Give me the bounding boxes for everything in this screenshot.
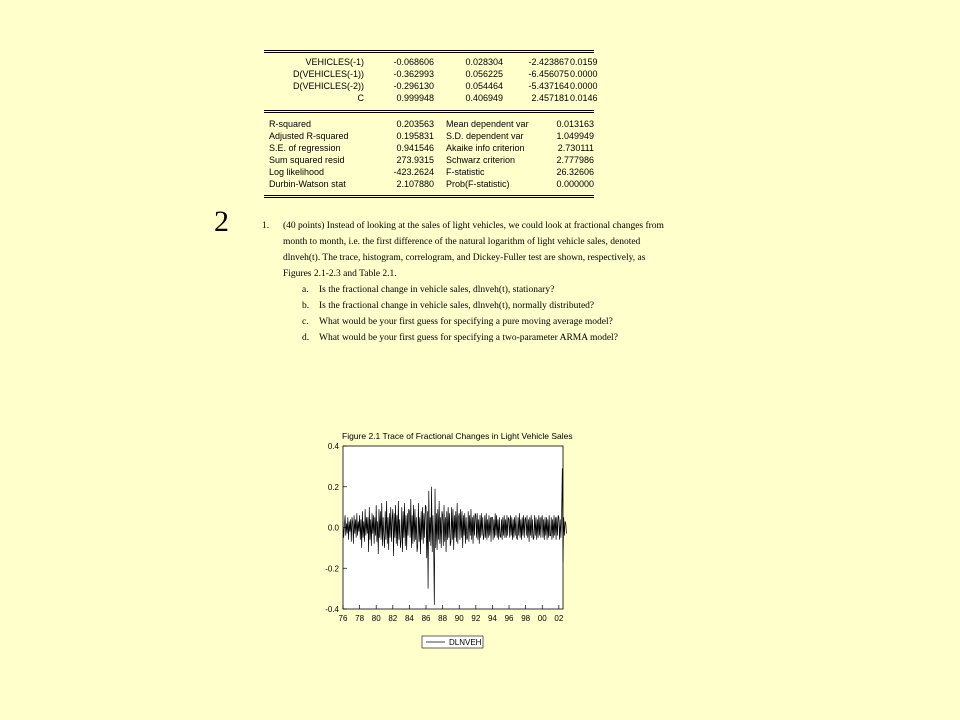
x-tick-label: 78 bbox=[355, 614, 365, 623]
se-value: 0.054464 bbox=[465, 81, 503, 91]
stat-label: Log likelihood bbox=[269, 167, 325, 177]
part-label: a. bbox=[302, 285, 309, 295]
question-line: (40 points) Instead of looking at the sales of light vehicles, we could look at fractional changes from bbox=[283, 221, 664, 231]
stat-label: S.E. of regression bbox=[269, 143, 341, 153]
stat-row bbox=[264, 166, 594, 178]
t-value: 2.457181 bbox=[531, 93, 569, 103]
t-value: -5.437164 bbox=[528, 81, 569, 91]
coef-value: 0.999948 bbox=[396, 93, 434, 103]
legend-label: DLNVEH bbox=[449, 638, 482, 647]
table-rule-bottom-double bbox=[264, 197, 594, 198]
t-value: -6.456075 bbox=[528, 69, 569, 79]
x-tick-label: 82 bbox=[388, 614, 398, 623]
trace-chart bbox=[310, 428, 610, 653]
variable-name: D(VEHICLES(-2)) bbox=[292, 81, 364, 91]
x-tick-label: 80 bbox=[371, 614, 381, 623]
x-tick-label: 92 bbox=[471, 614, 481, 623]
stat-label: Adjusted R-squared bbox=[269, 131, 349, 141]
stat-value: -423.2624 bbox=[393, 167, 434, 177]
stat-value: 0.195831 bbox=[396, 131, 434, 141]
part-text: Is the fractional change in vehicle sales, dlnveh(t), normally distributed? bbox=[319, 301, 595, 311]
x-tick-label: 02 bbox=[554, 614, 564, 623]
p-value: 0.0146 bbox=[570, 93, 598, 103]
stat-row bbox=[264, 178, 594, 190]
stat-value: 26.32606 bbox=[556, 167, 594, 177]
legend bbox=[422, 636, 483, 648]
table-rule-bottom bbox=[264, 195, 594, 196]
stat-value: 0.941546 bbox=[396, 143, 434, 153]
stat-label: Sum squared resid bbox=[269, 155, 345, 165]
question-line: Figures 2.1-2.3 and Table 2.1. bbox=[283, 269, 397, 279]
stat-label: S.D. dependent var bbox=[446, 131, 524, 141]
question-number: 1. bbox=[262, 221, 270, 231]
part-label: c. bbox=[302, 317, 309, 327]
y-tick-label: 0.4 bbox=[327, 442, 339, 451]
stat-row bbox=[264, 154, 594, 166]
stat-value: 0.000000 bbox=[556, 179, 594, 189]
x-tick-label: 86 bbox=[421, 614, 431, 623]
t-value: -2.423867 bbox=[528, 57, 569, 67]
coef-row bbox=[264, 68, 598, 80]
x-tick-label: 00 bbox=[537, 614, 547, 623]
question-line: month to month, i.e. the first difference of the natural logarithm of light vehicle sales, denoted bbox=[283, 237, 641, 247]
y-tick-label: 0.2 bbox=[327, 482, 339, 492]
part-text: What would be your first guess for specifying a two-parameter ARMA model? bbox=[319, 333, 618, 343]
p-value: 0.0000 bbox=[570, 81, 598, 91]
variable-name: VEHICLES(-1) bbox=[305, 57, 364, 67]
stat-row bbox=[264, 142, 594, 154]
variable-name: D(VEHICLES(-1)) bbox=[292, 69, 364, 79]
stat-label: R-squared bbox=[269, 119, 312, 129]
p-value: 0.0159 bbox=[570, 57, 598, 67]
stat-value: 1.049949 bbox=[556, 131, 594, 141]
slide-number: 2 bbox=[214, 205, 229, 238]
coef-row bbox=[264, 92, 598, 104]
y-tick-label: 0.0 bbox=[327, 523, 339, 533]
y-tick-label: -0.2 bbox=[325, 564, 339, 574]
question-line: dlnveh(t). The trace, histogram, correlogram, and Dickey-Fuller test are shown, respectively, as bbox=[283, 253, 646, 263]
part-text: Is the fractional change in vehicle sales, dlnveh(t), stationary? bbox=[319, 285, 555, 295]
se-value: 0.028304 bbox=[465, 57, 503, 67]
x-tick-label: 98 bbox=[521, 614, 531, 623]
stat-label: F-statistic bbox=[446, 167, 485, 177]
stat-value: 0.203563 bbox=[396, 119, 434, 129]
coef-value: -0.362993 bbox=[393, 69, 434, 79]
x-tick-label: 88 bbox=[438, 614, 448, 623]
table-rule-middle-double bbox=[264, 112, 594, 113]
stat-value: 0.013163 bbox=[556, 119, 594, 129]
se-value: 0.056225 bbox=[465, 69, 503, 79]
x-tick-label: 96 bbox=[504, 614, 514, 623]
y-tick-label: -0.4 bbox=[325, 605, 339, 614]
x-tick-label: 84 bbox=[404, 614, 414, 623]
coef-value: -0.068606 bbox=[393, 57, 434, 67]
se-value: 0.406949 bbox=[465, 93, 503, 103]
stat-value: 273.9315 bbox=[396, 155, 434, 165]
stat-row bbox=[264, 118, 594, 130]
part-label: d. bbox=[302, 333, 310, 343]
stat-label: Prob(F-statistic) bbox=[446, 179, 510, 189]
stat-label: Akaike info criterion bbox=[446, 143, 525, 153]
x-tick-label: 76 bbox=[338, 614, 348, 623]
chart-title: Figure 2.1 Trace of Fractional Changes in Light Vehicle Sales bbox=[342, 431, 573, 441]
table-rule-top bbox=[264, 50, 594, 51]
coef-row bbox=[264, 80, 598, 92]
table-rule-top-double bbox=[264, 52, 594, 53]
table-rule-middle bbox=[264, 110, 594, 111]
variable-name: C bbox=[357, 93, 364, 103]
p-value: 0.0000 bbox=[570, 69, 598, 79]
stat-value: 2.777986 bbox=[556, 155, 594, 165]
stat-label: Durbin-Watson stat bbox=[269, 179, 346, 189]
stat-label: Mean dependent var bbox=[446, 119, 529, 129]
x-tick-label: 90 bbox=[454, 614, 464, 623]
coef-value: -0.296130 bbox=[393, 81, 434, 91]
coef-row bbox=[264, 56, 598, 68]
part-text: What would be your first guess for specifying a pure moving average model? bbox=[319, 317, 613, 327]
stat-label: Schwarz criterion bbox=[446, 155, 516, 165]
x-tick-label: 94 bbox=[487, 614, 497, 623]
stat-value: 2.730111 bbox=[557, 143, 594, 153]
stat-row bbox=[264, 130, 594, 142]
part-label: b. bbox=[302, 301, 310, 311]
stat-value: 2.107880 bbox=[396, 179, 434, 189]
